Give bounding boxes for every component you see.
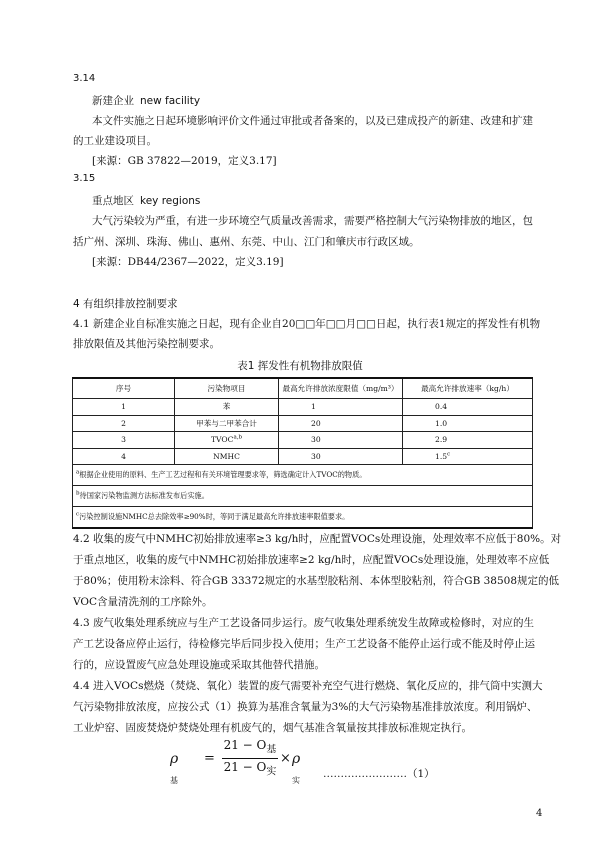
paragraph-4-4-line: 工业炉窑、固废焚烧炉焚烧处理有机废气的，烟气基准含氧量按其排放标准规定执行。 <box>73 722 472 734</box>
paragraph-4-2-line: 4.2 收集的废气中NMHC初始排放速率≥3 kg/h时，应配置VOCs处理设施，处理效率不应低于80%。对 <box>73 533 562 545</box>
row-number: 3 <box>73 432 175 449</box>
concentration-limit: 1 <box>279 399 403 416</box>
formula-label: ……………………（1） <box>323 768 435 780</box>
definition-line: 的工业建设项目。 <box>73 135 157 147</box>
section-heading: 4 有组织排放控制要求 <box>73 298 178 310</box>
term-key-regions <box>92 193 200 208</box>
definition-line: 本文件实施之日起环境影响评价文件通过审批或者备案的，以及已建成投产的新建、改建和扩建 <box>92 115 533 127</box>
header-cell: 最高允许排放浓度限值（mg/m³） <box>279 378 403 399</box>
paragraph-4-2-line: 于重点地区，收集的废气中NMHC初始排放速率≥2 kg/h时，应配置VOCs处理设施，处理效率不应低 <box>73 554 550 566</box>
rate-limit: 1.5$^c$ <box>403 448 533 465</box>
pollutant-item: TVOC$^{a,b}$ <box>175 432 279 449</box>
source-reference: [来源：GB 37822—2019，定义3.17] <box>92 155 277 167</box>
table-row <box>73 448 533 465</box>
concentration-limit: 30 <box>279 448 403 465</box>
row-number: 4 <box>73 448 175 465</box>
table-row <box>73 399 533 416</box>
paragraph-4-3-line: 行的，应设置废气应急处理设施或采取其他替代措施。 <box>73 659 325 671</box>
paragraph-4-2-line: 于80%；使用粉末涂料、符合GB 33372规定的水基型胶粘剂、本体型胶粘剂，符合GB 38508规定的低 <box>73 575 560 587</box>
page-number: 4 <box>536 808 543 819</box>
table-note: $^b$待国家污染物监测方法标准发布后实施。 <box>73 486 533 507</box>
paragraph-4-2-line: VOC含量清洗剂的工序除外。 <box>73 596 213 608</box>
row-number: 2 <box>73 415 175 432</box>
paragraph-4-3-line: 产工艺设备应停止运行，待检修完毕后同步投入使用；生产工艺设备不能停止运行或不能及时停止运 <box>73 638 535 650</box>
rate-limit: 1.0 <box>403 415 533 432</box>
formula-rhs: $\rho_实$ <box>292 751 301 785</box>
rate-limit: 0.4 <box>403 399 533 416</box>
paragraph-4-1-line: 4.1 新建企业自标准实施之日起，现有企业自20□□年□□月□□日起，执行表1规定的挥发性有机物 <box>73 318 541 330</box>
table-note: $^a$根据企业使用的原料、生产工艺过程和有关环境管理要求等，筛选确定计入TVOC的物质。 <box>73 465 533 486</box>
footnote-mark: a,b <box>233 434 242 441</box>
formula-fraction <box>222 738 278 780</box>
formula-lhs: $\rho_基$ <box>170 751 179 785</box>
header-cell: 污染物项目 <box>175 378 279 399</box>
term-new-facility <box>92 93 200 108</box>
clause-number-3-15: 3.15 <box>73 173 96 184</box>
source-reference: [来源：DB44/2367—2022，定义3.19] <box>92 256 284 268</box>
times-sign: × <box>280 751 291 766</box>
definition-line: 大气污染较为严重，有进一步环境空气质量改善需求，需要严格控制大气污染物排放的地区，包 <box>92 215 533 227</box>
table-note-row <box>73 465 533 486</box>
table-note-row <box>73 486 533 507</box>
pollutant-item: 甲苯与二甲苯合计 <box>175 415 279 432</box>
table-caption: 表1 挥发性有机物排放限值 <box>237 360 363 372</box>
fraction-denominator: $21 - O_实$ <box>223 760 277 778</box>
table-row <box>73 415 533 432</box>
term-en: new facility <box>140 95 201 107</box>
fraction-numerator: $21 - O_基$ <box>223 738 277 756</box>
equals-sign: = <box>204 751 215 766</box>
table-row <box>73 432 533 449</box>
fraction-bar <box>222 758 278 759</box>
clause-number-3-14: 3.14 <box>73 73 96 84</box>
table-header-row <box>73 378 533 399</box>
header-cell: 最高允许排放速率（kg/h） <box>403 378 533 399</box>
rate-limit: 2.9 <box>403 432 533 449</box>
row-number: 1 <box>73 399 175 416</box>
paragraph-4-4-line: 气污染物排放浓度，应按公式（1）换算为基准含氧量为3%的大气污染物基准排放浓度。利用锅炉、 <box>73 701 538 713</box>
footnote-mark: c <box>447 451 451 458</box>
concentration-limit: 20 <box>279 415 403 432</box>
definition-line: 括广州、深圳、珠海、佛山、惠州、东莞、中山、江门和肇庆市行政区域。 <box>73 236 420 248</box>
term-cn: 新建企业 <box>92 95 134 107</box>
table-note: $^c$污染控制设施NMHC总去除效率≥90%时，等同于满足最高允许排放速率限值要求。 <box>73 507 533 529</box>
header-cell: 序号 <box>73 378 175 399</box>
emission-limits-table <box>72 377 533 529</box>
term-cn: 重点地区 <box>92 195 134 207</box>
term-en: key regions <box>140 195 201 207</box>
concentration-limit: 30 <box>279 432 403 449</box>
table-note-row <box>73 507 533 529</box>
paragraph-4-4-line: 4.4 进入VOCs燃烧（焚烧、氧化）装置的废气需要补充空气进行燃烧、氧化反应的，排气筒中实测大 <box>73 680 543 692</box>
pollutant-item: 苯 <box>175 399 279 416</box>
paragraph-4-1-line: 排放限值及其他污染控制要求。 <box>73 338 220 350</box>
pollutant-item: NMHC <box>175 448 279 465</box>
paragraph-4-3-line: 4.3 废气收集处理系统应与生产工艺设备同步运行。废气收集处理系统发生故障或检修时，对应的生 <box>73 617 535 629</box>
